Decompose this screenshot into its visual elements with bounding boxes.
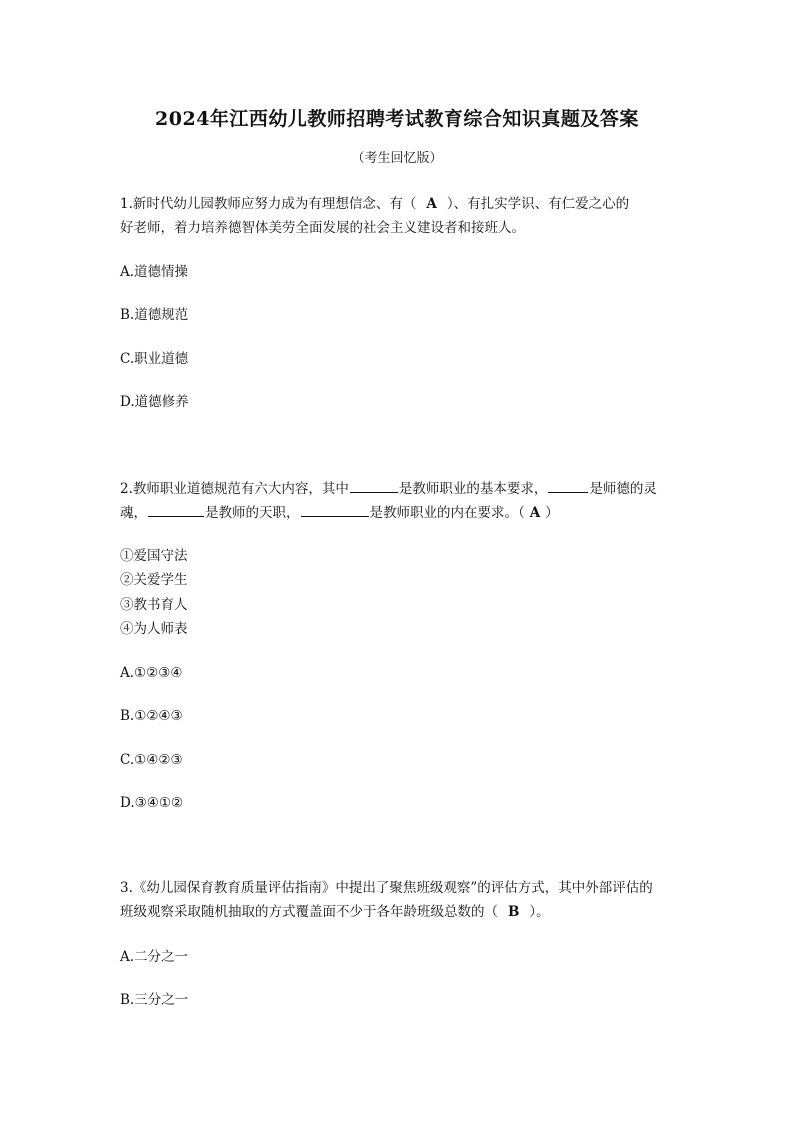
question-2-text-3: 是师德的灵 [589,481,657,497]
question-3-text: 班级观察采取随机抽取的方式覆盖面不少于各年龄班级总数的（ [120,904,498,920]
question-2-item-2: ②关爱学生 [120,572,188,588]
question-1-option-d: D.道德修养 [120,394,189,410]
question-1-option-b: B.道德规范 [120,307,189,323]
question-2-item-1: ①爱国守法 [120,548,188,564]
question-3-option-b: B.三分之一 [120,992,189,1008]
question-1-text: 1.新时代幼儿园教师应努力成为有理想信念、有（ [120,196,417,212]
document-title: 2024年江西幼儿教师招聘考试教育综合知识真题及答案 [155,108,639,130]
question-1-line-2: 好老师，着力培养德智体美劳全面发展的社会主义建设者和接班人。 [120,220,525,236]
answer-blank [350,479,398,493]
question-1-option-c: C.职业道德 [120,351,189,367]
answer-blank [301,503,369,517]
document-subtitle: （考生回忆版） [351,151,443,166]
question-2-text-1: 2.教师职业道德规范有六大内容，其中 [120,481,349,497]
question-2-item-4: ④为人师表 [120,621,188,637]
question-2-option-a: A.①②③④ [120,665,183,681]
question-2-line-2 [120,503,680,522]
question-2-option-c: C.①④②③ [120,752,183,768]
question-2-text-2: 是教师职业的基本要求， [398,481,548,497]
question-3-text-cont: ）。 [529,904,550,920]
answer-blank [148,503,204,517]
question-3-answer: B [508,904,520,920]
question-3-line-2 [120,903,680,921]
question-3-line-1: 3.《幼儿园保育教育质量评估指南》中提出了聚焦班级观察”的评估方式，其中外部评估的 [120,880,653,896]
question-1-line-1 [120,195,680,213]
question-2-text-7: ） [545,505,559,521]
question-1-option-a: A.道德情操 [120,264,189,280]
question-2-text-5: 是教师的天职， [205,505,300,521]
question-2-line-1 [120,479,680,498]
question-3-option-a: A.二分之一 [120,949,189,965]
question-2-option-d: D.③④①② [120,795,184,811]
question-2-text-4: 魂， [120,505,147,521]
question-2-text-6: 是教师职业的内在要求。（ [369,505,525,521]
question-2-answer: A [529,505,541,521]
answer-blank [548,479,588,493]
question-2-item-3: ③教书育人 [120,597,188,613]
question-2-option-b: B.①②④③ [120,708,183,724]
question-1-answer: A [426,196,437,212]
question-1-text-cont: ）、有扎实学识、有仁爱之心的 [446,196,630,212]
